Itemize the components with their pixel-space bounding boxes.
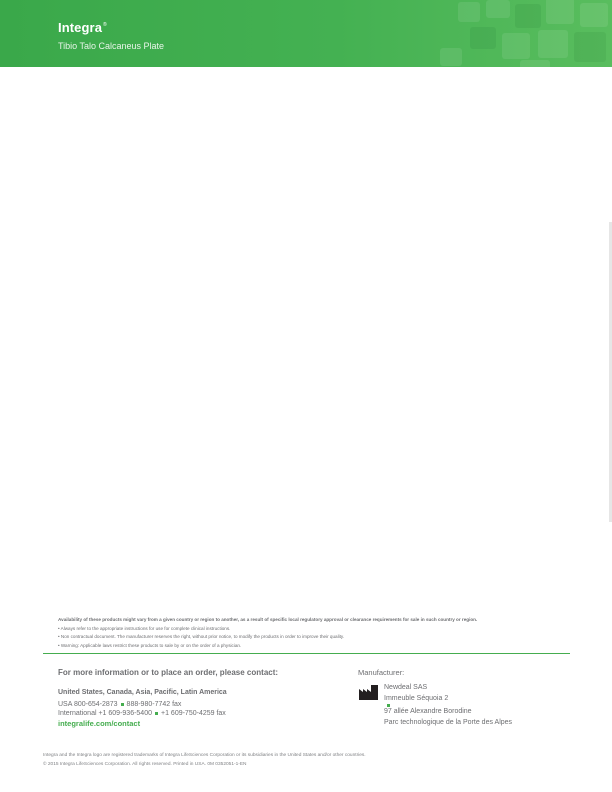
decorative-square: [546, 0, 574, 24]
contact-section: [58, 668, 348, 728]
integra-logo: [58, 20, 106, 35]
manufacturer-street: Immeuble Séquoia 2 97 allée Alexandre Borodine: [384, 694, 472, 715]
contact-heading: For more information or to place an order, please contact:: [58, 668, 279, 677]
factory-icon: [359, 685, 378, 700]
brand-name: Integra: [58, 20, 103, 35]
usa-fax: 888-980-7742 fax: [126, 701, 182, 708]
decorative-square: [470, 27, 496, 49]
contact-region: United States, Canada, Asia, Pacific, Latin America: [58, 689, 227, 696]
header-banner: [0, 0, 612, 67]
international-fax: +1 609-750-4259 fax: [161, 710, 226, 717]
disclaimer-line: • Always refer to the appropriate instructions for use for complete clinical instructions.: [58, 625, 231, 631]
decorative-square: [486, 0, 510, 18]
bullet-separator: [387, 704, 390, 707]
decorative-square: [538, 30, 568, 58]
disclaimer-line: • Non contractual document. The manufacturer reserves the right, without prior notice, to modify the products in order to improve their quality.: [58, 634, 345, 640]
product-title: Tibio Talo Calcaneus Plate: [58, 41, 165, 51]
manufacturer-name: Newdeal SAS: [384, 684, 428, 691]
availability-notice: Availability of these products might vary from a given country or region to another, as a result of specific local regulatory approval or clearance requirements for sale in such country or region.: [58, 617, 478, 622]
legal-footer: [43, 752, 366, 769]
bullet-separator: [121, 703, 124, 706]
bullet-separator: [155, 712, 158, 715]
manufacturer-section: [358, 668, 578, 726]
decorative-square: [440, 48, 462, 66]
disclaimer-line: • Warning: Applicable laws restrict these products to sale by or on the order of a physician.: [58, 642, 242, 648]
registered-mark: ®: [103, 22, 107, 28]
decorative-square: [580, 3, 608, 27]
decorative-square: [520, 60, 550, 67]
international-phone: International +1 609-936-5400: [58, 710, 152, 717]
manufacturer-park: Parc technologique de la Porte des Alpes: [384, 718, 513, 726]
copyright-notice: © 2015 Integra LifeSciences Corporation. All rights reserved. Printed in USA. 0M 0352051-1-EN: [43, 761, 247, 767]
usa-contact-line: [58, 701, 348, 708]
decorative-square: [515, 4, 541, 28]
contact-website-link[interactable]: integralife.com/contact: [58, 719, 141, 728]
divider: [43, 653, 570, 654]
international-contact-line: [58, 710, 348, 717]
manufacturer-heading: Manufacturer:: [358, 668, 405, 677]
decorative-square: [502, 33, 530, 59]
decorative-square: [574, 32, 606, 62]
disclaimer-block: [58, 616, 578, 650]
trademark-notice: Integra and the Integra logo are registered trademarks of Integra LifeSciences Corporation or its subsidiaries in the United States and/or other countries.: [43, 753, 366, 758]
usa-phone: USA 800-654-2873: [58, 701, 118, 708]
decorative-square: [458, 2, 480, 22]
manufacturer-address: [384, 683, 512, 728]
